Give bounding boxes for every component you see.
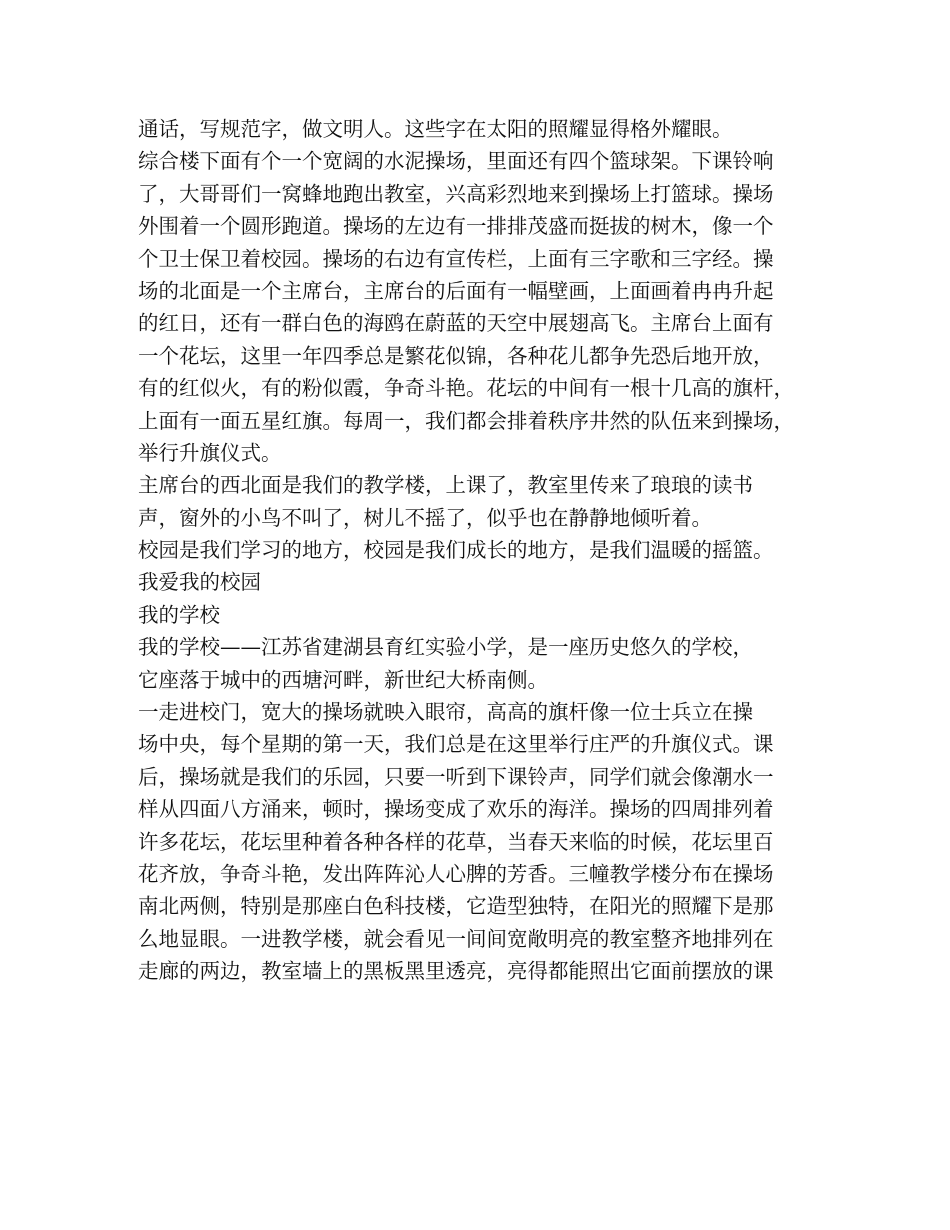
text-line: 它座落于城中的西塘河畔，新世纪大桥南侧。: [138, 667, 548, 692]
text-line: 有的红似火，有的粉似霞，争奇斗艳。花坛的中间有一根十几高的旗杆，: [138, 376, 794, 401]
text-line: 综合楼下面有个一个宽阔的水泥操场，里面还有四个篮球架。下课铃响: [138, 149, 774, 174]
text-line: 一个花坛，这里一年四季总是繁花似锦，各种花儿都争先恐后地开放，: [138, 343, 774, 368]
text-line: 场的北面是一个主席台，主席台的后面有一幅壁画，上面画着冉冉升起: [138, 278, 774, 303]
text-line: 样从四面八方涌来，顿时，操场变成了欢乐的海洋。操场的四周排列着: [138, 797, 774, 822]
text-line: 后，操场就是我们的乐园，只要一听到下课铃声，同学们就会像潮水一: [138, 764, 774, 789]
text-line: 我爱我的校园: [138, 570, 261, 595]
text-line: 南北两侧，特别是那座白色科技楼，它造型独特，在阳光的照耀下是那: [138, 894, 774, 919]
text-line: 校园是我们学习的地方，校园是我们成长的地方，是我们温暖的摇篮。: [138, 538, 774, 563]
text-line: 上面有一面五星红旗。每周一，我们都会排着秩序井然的队伍来到操场，: [138, 408, 794, 433]
text-line: 我的学校——江苏省建湖县育红实验小学，是一座历史悠久的学校，: [138, 635, 753, 660]
text-line: 主席台的西北面是我们的教学楼，上课了，教室里传来了琅琅的读书: [138, 473, 753, 498]
document-page: [138, 113, 828, 988]
text-line: 的红日，还有一群白色的海鸥在蔚蓝的天空中展翅高飞。主席台上面有: [138, 311, 774, 336]
text-line: 举行升旗仪式。: [138, 440, 282, 465]
text-line: 许多花坛，花坛里种着各种各样的花草，当春天来临的时候，花坛里百: [138, 829, 774, 854]
text-line: 我的学校: [138, 602, 220, 627]
text-line: 花齐放，争奇斗艳，发出阵阵沁人心脾的芳香。三幢教学楼分布在操场: [138, 861, 774, 886]
text-line: 走廊的两边，教室墙上的黑板黑里透亮，亮得都能照出它面前摆放的课: [138, 959, 774, 984]
text-line: 通话，写规范字，做文明人。这些字在太阳的照耀显得格外耀眼。: [138, 117, 733, 141]
text-line: 了，大哥哥们一窝蜂地跑出教室，兴高彩烈地来到操场上打篮球。操场: [138, 181, 774, 206]
text-line: 外围着一个圆形跑道。操场的左边有一排排茂盛而挺拔的树木，像一个: [138, 214, 774, 239]
text-line: 个卫士保卫着校园。操场的右边有宣传栏，上面有三字歌和三字经。操: [138, 246, 774, 271]
text-line: 声，窗外的小鸟不叫了，树儿不摇了，似乎也在静静地倾听着。: [138, 505, 712, 530]
text-line: 么地显眼。一进教学楼，就会看见一间间宽敞明亮的教室整齐地排列在: [138, 926, 774, 951]
text-line: 一走进校门，宽大的操场就映入眼帘，高高的旗杆像一位士兵立在操: [138, 700, 753, 725]
text-line: 场中央，每个星期的第一天，我们总是在这里举行庄严的升旗仪式。课: [138, 732, 774, 757]
